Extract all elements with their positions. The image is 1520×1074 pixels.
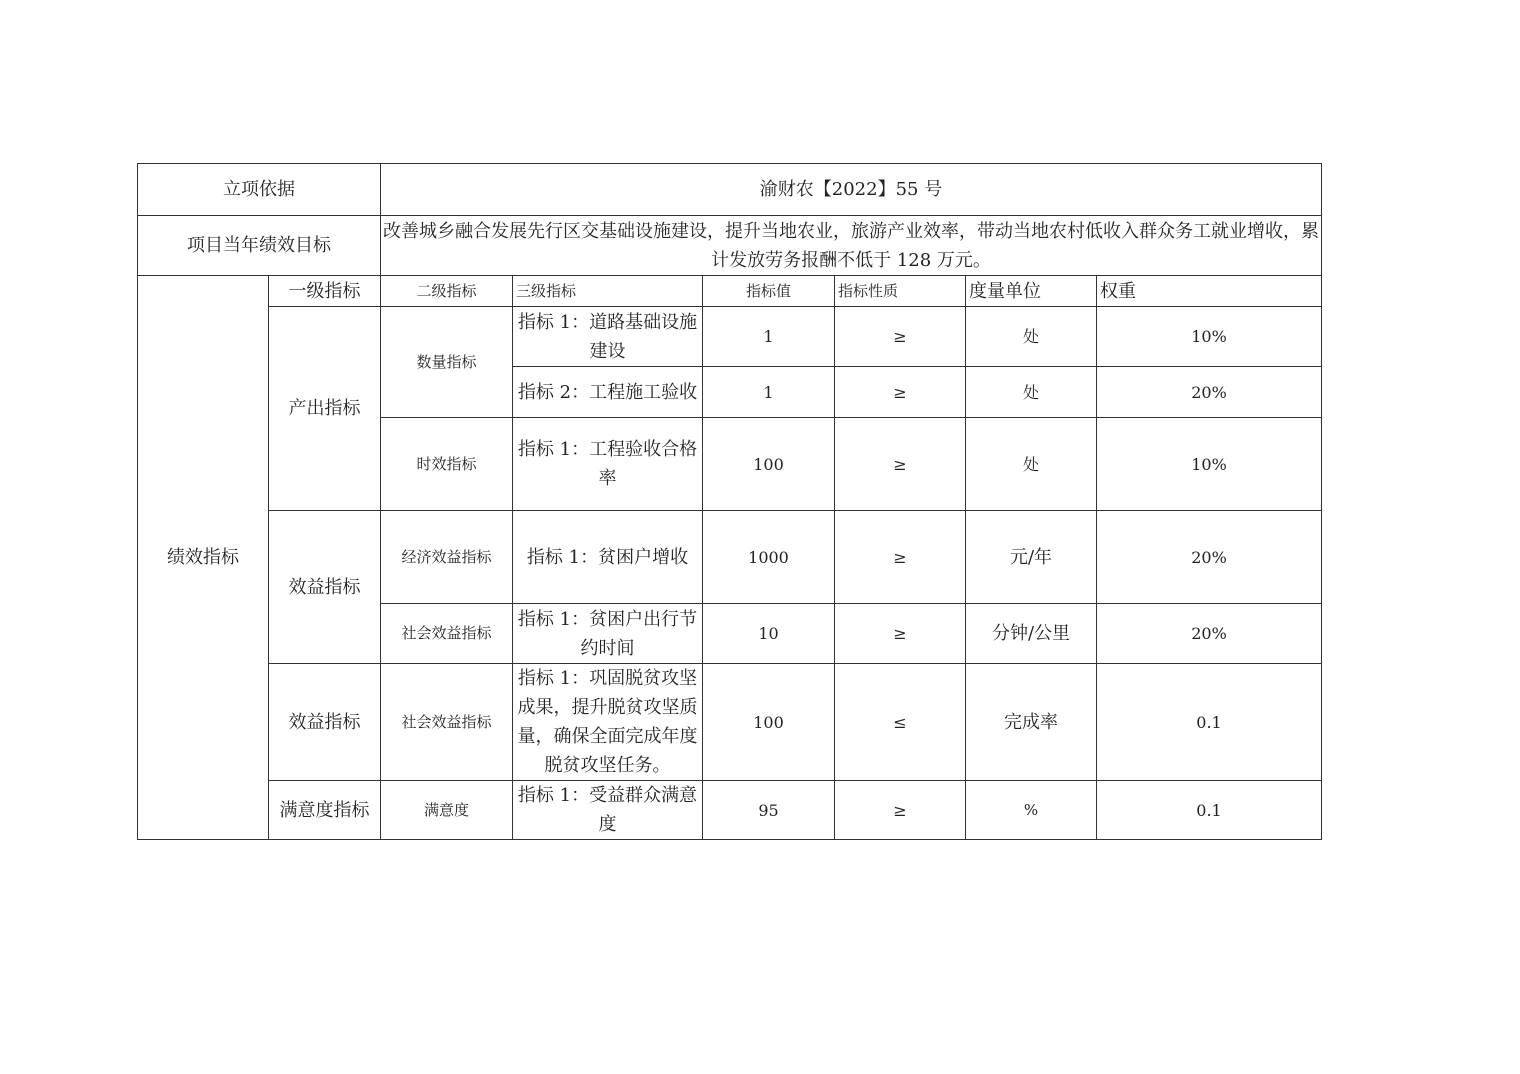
basis-row — [138, 164, 1322, 216]
sub-social-a: 社会效益指标 — [381, 604, 513, 664]
sub-social-b: 社会效益指标 — [381, 664, 513, 781]
indicator-unit: 分钟/公里 — [966, 604, 1097, 664]
indicator-weight: 20% — [1097, 511, 1322, 604]
indicator-name: 指标 1：受益群众满意度 — [513, 781, 703, 840]
goal-label: 项目当年绩效目标 — [138, 216, 381, 276]
indicator-nature: ≥ — [835, 511, 966, 604]
sub-satisfaction: 满意度 — [381, 781, 513, 840]
group-output: 产出指标 — [269, 307, 381, 511]
group-benefit-b: 效益指标 — [269, 664, 381, 781]
header-unit: 度量单位 — [966, 276, 1097, 307]
indicator-value: 1 — [703, 307, 835, 367]
table-row — [138, 664, 1322, 781]
indicator-name: 指标 2：工程施工验收 — [513, 367, 703, 418]
indicator-name: 指标 1：工程验收合格率 — [513, 418, 703, 511]
indicator-unit: 处 — [966, 367, 1097, 418]
sub-timeliness: 时效指标 — [381, 418, 513, 511]
indicator-unit: 元/年 — [966, 511, 1097, 604]
table-row — [138, 307, 1322, 367]
indicator-nature: ≥ — [835, 418, 966, 511]
indicators-label: 绩效指标 — [138, 276, 269, 840]
indicator-name: 指标 1：道路基础设施建设 — [513, 307, 703, 367]
header-nature: 指标性质 — [835, 276, 966, 307]
indicator-unit: 完成率 — [966, 664, 1097, 781]
header-value: 指标值 — [703, 276, 835, 307]
indicator-nature: ≥ — [835, 604, 966, 664]
indicator-unit: 处 — [966, 307, 1097, 367]
indicator-name: 指标 1：巩固脱贫攻坚成果，提升脱贫攻坚质量，确保全面完成年度脱贫攻坚任务。 — [513, 664, 703, 781]
sub-economic: 经济效益指标 — [381, 511, 513, 604]
indicator-weight: 10% — [1097, 418, 1322, 511]
indicator-nature: ≤ — [835, 664, 966, 781]
indicator-value: 1000 — [703, 511, 835, 604]
header-level2: 二级指标 — [381, 276, 513, 307]
header-level1: 一级指标 — [269, 276, 381, 307]
indicator-weight: 20% — [1097, 604, 1322, 664]
header-weight: 权重 — [1097, 276, 1322, 307]
indicator-value: 95 — [703, 781, 835, 840]
header-row — [138, 276, 1322, 307]
performance-table — [137, 163, 1322, 840]
indicator-nature: ≥ — [835, 307, 966, 367]
indicator-name: 指标 1：贫困户出行节约时间 — [513, 604, 703, 664]
indicator-value: 1 — [703, 367, 835, 418]
group-benefit-a: 效益指标 — [269, 511, 381, 664]
indicator-nature: ≥ — [835, 781, 966, 840]
indicator-unit: 处 — [966, 418, 1097, 511]
indicator-nature: ≥ — [835, 367, 966, 418]
header-level3: 三级指标 — [513, 276, 703, 307]
sub-quantity: 数量指标 — [381, 307, 513, 418]
basis-label: 立项依据 — [138, 164, 381, 216]
goal-value: 改善城乡融合发展先行区交基础设施建设，提升当地农业，旅游产业效率，带动当地农村低收入群众务工就业增收，累计发放劳务报酬不低于 128 万元。 — [381, 216, 1322, 276]
goal-row — [138, 216, 1322, 276]
indicator-value: 10 — [703, 604, 835, 664]
indicator-value: 100 — [703, 418, 835, 511]
table-row — [138, 781, 1322, 840]
indicator-weight: 0.1 — [1097, 781, 1322, 840]
indicator-weight: 0.1 — [1097, 664, 1322, 781]
indicator-unit: % — [966, 781, 1097, 840]
table-row — [138, 511, 1322, 604]
indicator-weight: 10% — [1097, 307, 1322, 367]
indicator-value: 100 — [703, 664, 835, 781]
indicator-name: 指标 1：贫困户增收 — [513, 511, 703, 604]
indicator-weight: 20% — [1097, 367, 1322, 418]
basis-value: 渝财农【2022】55 号 — [381, 164, 1322, 216]
group-satisfaction: 满意度指标 — [269, 781, 381, 840]
